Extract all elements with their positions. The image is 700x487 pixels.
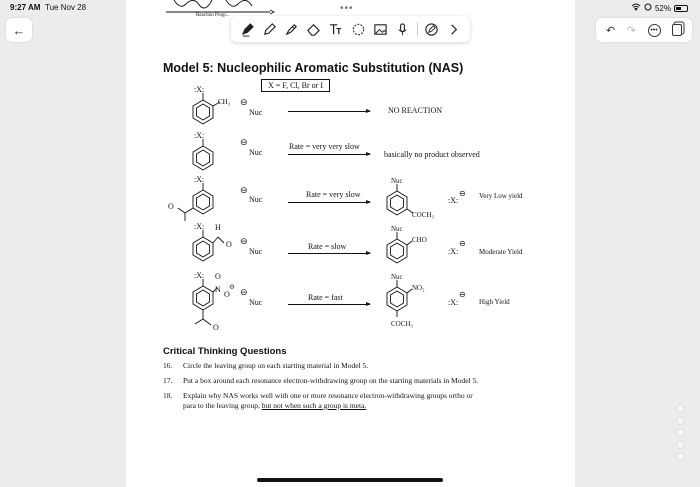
row4-rate: Rate = slow	[308, 242, 347, 251]
benzene-ring-2	[188, 143, 218, 173]
location-icon	[644, 3, 652, 13]
status-date: Tue Nov 28	[45, 3, 87, 12]
question-number: 18.	[163, 391, 173, 400]
question-number: 17.	[163, 376, 173, 385]
benzene-ring-5	[188, 283, 218, 313]
toolbar-divider	[417, 22, 418, 36]
status-time: 9:27 AM	[10, 3, 41, 12]
nitro-o: O	[215, 272, 221, 281]
row1-result: NO REACTION	[388, 106, 442, 115]
eraser-icon[interactable]	[306, 21, 322, 38]
pen-icon[interactable]	[239, 21, 255, 38]
question-number: 16.	[163, 361, 173, 370]
image-icon[interactable]	[372, 21, 388, 38]
aldehyde-o: O	[226, 240, 232, 249]
leaving-group-label: :X:	[194, 175, 205, 184]
model-title: Model 5: Nucleophilic Aromatic Substitution (NAS)	[163, 61, 464, 75]
product-acetyl-label: COCH₃	[391, 320, 413, 328]
product-ring-3	[382, 188, 412, 218]
undo-icon[interactable]: ↶	[605, 24, 616, 37]
home-indicator[interactable]	[257, 478, 443, 482]
benzene-ring-3	[188, 187, 218, 217]
carbonyl-oxygen: O	[168, 202, 174, 211]
benzene-ring-4	[188, 234, 218, 264]
toolbar-grabber[interactable]: •••	[340, 3, 354, 14]
minus-charge: ⊖	[240, 137, 248, 147]
minus-charge: ⊖	[459, 290, 466, 299]
leaving-anion: :X:	[448, 247, 459, 256]
critical-thinking-title: Critical Thinking Questions	[163, 346, 287, 357]
pages-icon[interactable]	[672, 24, 682, 36]
product-acetyl-label: COCH₃	[412, 211, 434, 219]
row2-rate: Rate = very very slow	[289, 142, 360, 151]
arrow-left-icon: ←	[12, 22, 26, 38]
row3-yield: Very Low yield	[479, 192, 523, 200]
graph-axis-label: Reaction Progr...	[196, 13, 230, 18]
question-text-underlined: but not when such a group is meta.	[261, 401, 367, 410]
reaction-arrow-1	[288, 111, 370, 112]
benzene-ring-1	[188, 97, 218, 127]
pen-circle-icon[interactable]	[424, 21, 440, 38]
scroll-dot	[676, 440, 685, 449]
lasso-icon[interactable]	[350, 21, 366, 38]
battery-icon	[674, 5, 688, 12]
reaction-arrow-4	[288, 253, 370, 254]
markup-toolbar	[231, 16, 470, 42]
question-text-part: para to the leaving group,	[183, 401, 260, 410]
nucleophile-label: Nuc	[249, 108, 263, 117]
scroll-dot	[676, 416, 685, 425]
chevron-right-icon[interactable]	[446, 21, 462, 38]
methyl-label: CH₃	[218, 98, 231, 106]
minus-charge: ⊖	[459, 239, 466, 248]
back-button[interactable]	[6, 18, 32, 42]
reaction-arrow-5	[288, 304, 370, 305]
row5-yield: High Yield	[479, 298, 510, 306]
row3-rate: Rate = very slow	[306, 190, 361, 199]
acetyl-o: O	[213, 323, 219, 332]
leaving-group-label: :X:	[194, 85, 205, 94]
nitro-o2: O	[224, 290, 230, 299]
more-dots: •••	[650, 26, 658, 34]
leaving-anion: :X:	[448, 298, 459, 307]
minus-charge: ⊖	[229, 283, 235, 291]
product-ring-4	[382, 236, 412, 266]
product-nuc-label: Nuc	[391, 225, 403, 233]
question-text: Explain why NAS works well with one or more resonance electron-withdrawing groups ortho or	[183, 391, 473, 400]
minus-charge: ⊖	[240, 236, 248, 246]
product-ring-5	[382, 284, 412, 314]
question-text: Put a box around each resonance electron-withdrawing group on the starting materials in Model 5.	[183, 376, 479, 385]
wifi-icon	[631, 3, 641, 13]
more-options-icon[interactable]	[648, 24, 661, 37]
question-text	[183, 401, 366, 410]
leaving-group-label: :X:	[194, 131, 205, 140]
aldehyde-h: H	[215, 223, 221, 232]
halogen-box: X = F, Cl, Br or I	[261, 79, 330, 92]
mic-icon[interactable]	[394, 21, 410, 38]
scroll-dot	[676, 452, 685, 461]
text-icon[interactable]	[328, 21, 344, 38]
status-indicators	[631, 3, 688, 13]
product-nuc-label: Nuc	[391, 177, 403, 185]
reaction-arrow-3	[288, 202, 370, 203]
question-text: Circle the leaving group on each starting material in Model 5.	[183, 361, 369, 370]
leaving-group-label: :X:	[194, 222, 205, 231]
highlighter-icon[interactable]	[283, 21, 299, 38]
pencil-icon[interactable]	[261, 21, 277, 38]
minus-charge: ⊖	[240, 97, 248, 107]
battery-percent: 52%	[654, 3, 671, 13]
reaction-arrow-2	[288, 154, 370, 155]
scroll-dot	[676, 428, 685, 437]
leaving-group-label: :X:	[194, 271, 205, 280]
row4-yield: Moderate Yield	[479, 248, 523, 256]
right-toolbar	[596, 18, 692, 42]
product-nitro-label: NO₂	[412, 284, 425, 292]
worksheet	[126, 0, 575, 487]
minus-charge: ⊖	[240, 287, 248, 297]
product-aldehyde-label: CHO	[412, 236, 427, 244]
battery-level	[676, 7, 681, 10]
scroll-indicator[interactable]	[676, 404, 685, 461]
scroll-dot	[676, 404, 685, 413]
product-nuc-label: Nuc	[391, 273, 403, 281]
redo-icon[interactable]: ↷	[626, 24, 636, 37]
nitro-n: N	[215, 285, 221, 294]
row2-result: basically no product observed	[384, 150, 480, 159]
row5-rate: Rate = fast	[308, 293, 343, 302]
nucleophile-label: Nuc	[249, 298, 263, 307]
leaving-anion: :X:	[448, 196, 459, 205]
document-page[interactable]	[126, 0, 575, 487]
nucleophile-label: Nuc	[249, 247, 263, 256]
minus-charge: ⊖	[459, 189, 466, 198]
minus-charge: ⊖	[240, 185, 248, 195]
nucleophile-label: Nuc	[249, 195, 263, 204]
nucleophile-label: Nuc	[249, 148, 263, 157]
